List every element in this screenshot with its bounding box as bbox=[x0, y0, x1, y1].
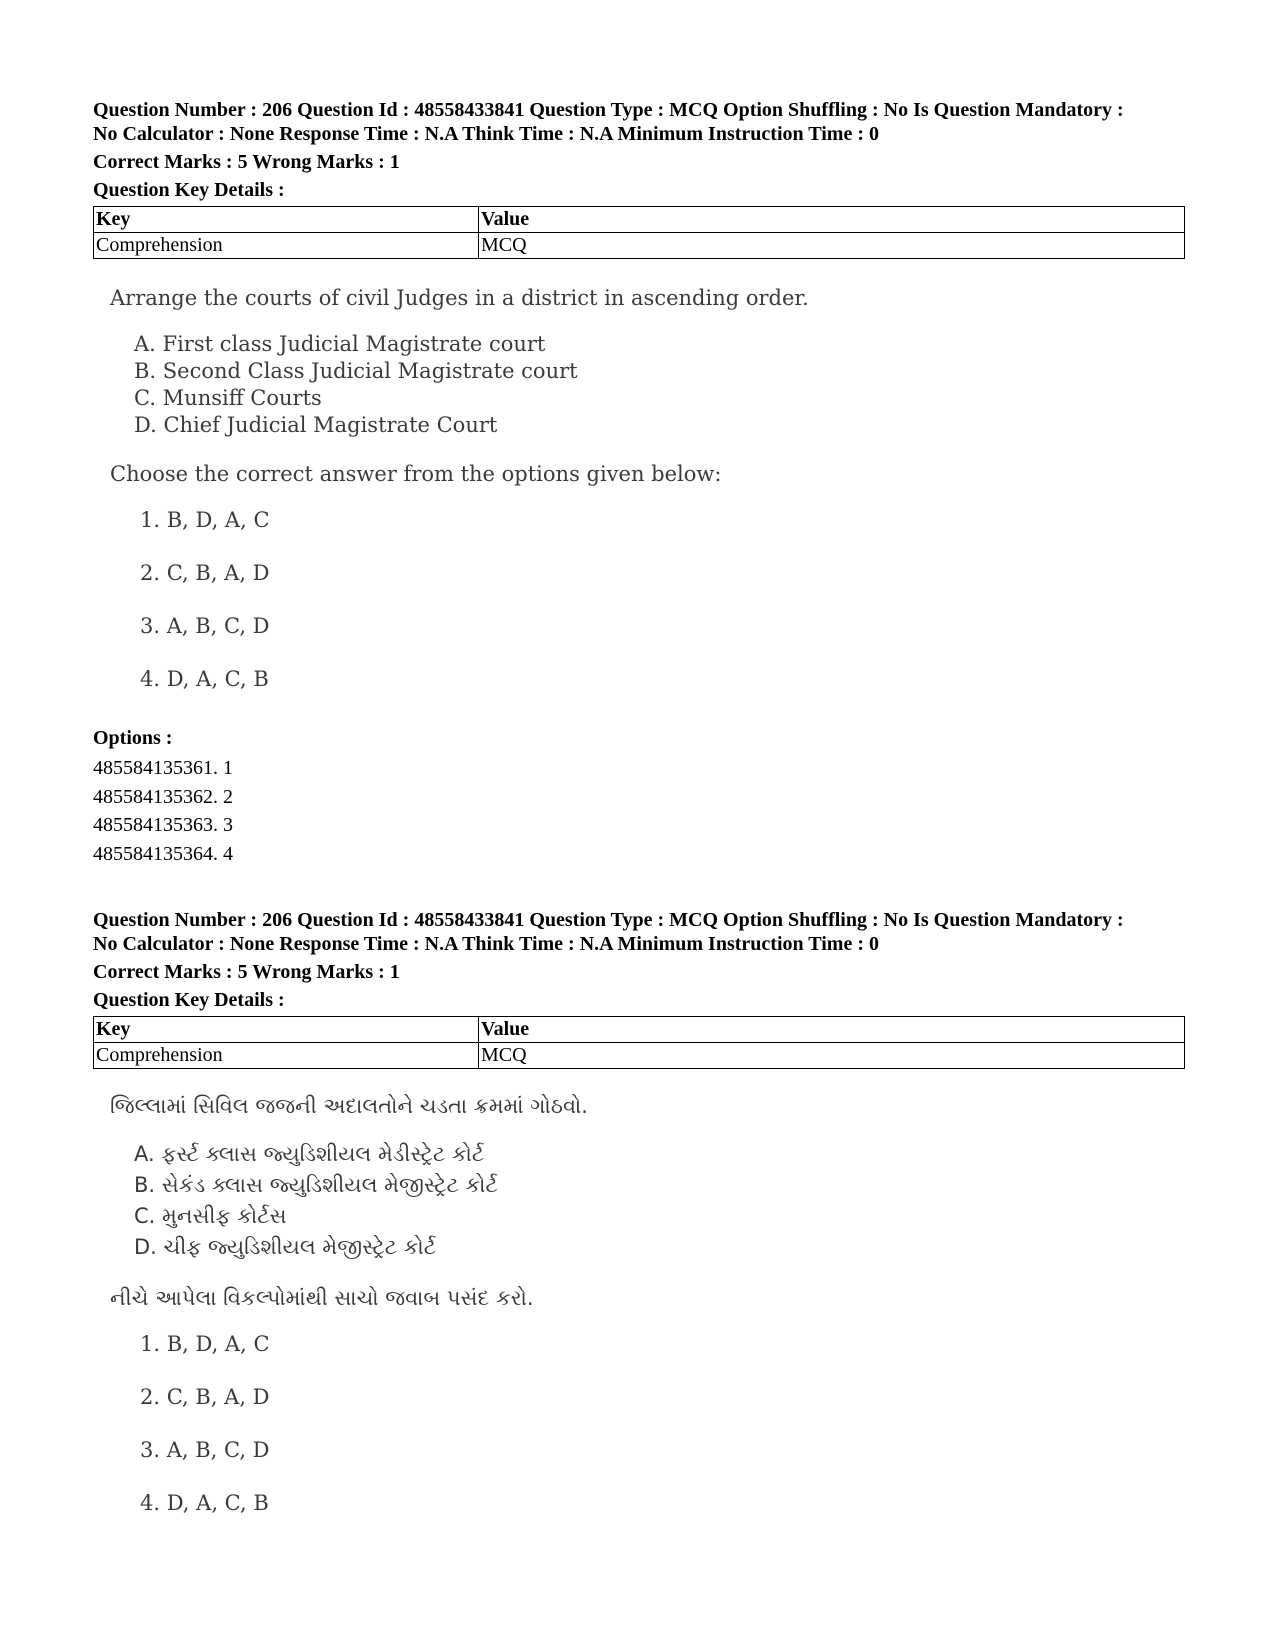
option-item: 485584135362. 2 bbox=[93, 785, 233, 808]
option-item: 485584135363. 3 bbox=[93, 814, 233, 836]
table-row bbox=[94, 1043, 1185, 1069]
question-header-2 bbox=[93, 908, 1185, 1069]
question-content-2 bbox=[110, 1093, 1010, 1543]
statement-list bbox=[134, 1139, 1010, 1263]
table-header-key: Key bbox=[94, 207, 479, 233]
choice-item: 4. D, A, C, B bbox=[140, 667, 269, 691]
question-meta-line2: No Calculator : None Response Time : N.A Think Time : N.A Minimum Instruction Time : 0 bbox=[93, 933, 879, 955]
question-header-1 bbox=[93, 98, 1185, 259]
question-stem: જિલ્લામાં સિવિલ જજની અદાલતોને ચડતા ક્રમમાં ગોઠવો. bbox=[110, 1094, 588, 1118]
table-cell-value: MCQ bbox=[479, 233, 1185, 259]
key-details-label: Question Key Details : bbox=[93, 989, 285, 1011]
option-item: 485584135361. 1 bbox=[93, 757, 233, 779]
marks-line: Correct Marks : 5 Wrong Marks : 1 bbox=[93, 961, 400, 983]
table-row bbox=[94, 233, 1185, 259]
choice-item: 4. D, A, C, B bbox=[140, 1491, 269, 1515]
statement-list bbox=[134, 331, 1010, 439]
table-header-value: Value bbox=[479, 207, 1185, 233]
choice-item: 3. A, B, C, D bbox=[140, 1438, 270, 1462]
question-instruction: Choose the correct answer from the options given below: bbox=[110, 462, 722, 486]
statement-item: D. ચીફ જ્યુડિશીયલ મેજીસ્ટ્રેટ કોર્ટ bbox=[134, 1235, 436, 1259]
choice-item: 3. A, B, C, D bbox=[140, 614, 270, 638]
question-content-1 bbox=[110, 285, 1010, 719]
table-row bbox=[94, 207, 1185, 233]
statement-item: A. First class Judicial Magistrate court bbox=[134, 332, 546, 356]
table-row bbox=[94, 1017, 1185, 1043]
table-cell-key: Comprehension bbox=[94, 233, 479, 259]
question-meta-line2: No Calculator : None Response Time : N.A Think Time : N.A Minimum Instruction Time : 0 bbox=[93, 123, 879, 145]
statement-item: B. સેકંડ ક્લાસ જ્યુડિશીયલ મેજીસ્ટ્રેટ કોર્ટ bbox=[134, 1173, 498, 1197]
table-header-key: Key bbox=[94, 1017, 479, 1043]
table-cell-value: MCQ bbox=[479, 1043, 1185, 1069]
options-section bbox=[93, 726, 1185, 868]
option-item: 485584135364. 4 bbox=[93, 842, 233, 865]
question-stem: Arrange the courts of civil Judges in a district in ascending order. bbox=[110, 286, 809, 310]
statement-item: C. મુનસીફ કોર્ટસ bbox=[134, 1204, 287, 1228]
statement-item: C. Munsiff Courts bbox=[134, 386, 322, 410]
choice-list bbox=[140, 1331, 1010, 1543]
table-cell-key: Comprehension bbox=[94, 1043, 479, 1069]
statement-item: D. Chief Judicial Magistrate Court bbox=[134, 413, 498, 437]
key-details-table bbox=[93, 1016, 1185, 1069]
choice-item: 1. B, D, A, C bbox=[140, 1332, 270, 1356]
question-instruction: નીચે આપેલા વિકલ્પોમાંથી સાચો જવાબ પસંદ કરો. bbox=[110, 1286, 534, 1310]
key-details-label: Question Key Details : bbox=[93, 179, 285, 201]
options-label: Options : bbox=[93, 727, 173, 749]
marks-line: Correct Marks : 5 Wrong Marks : 1 bbox=[93, 151, 400, 173]
question-meta-line1: Question Number : 206 Question Id : 48558433841 Question Type : MCQ Option Shuffling : No Is Question Mandatory : bbox=[93, 99, 1124, 121]
statement-item: A. ફર્સ્ટ ક્લાસ જ્યુડિશીયલ મેડીસ્ટ્રેટ કોર્ટ bbox=[134, 1142, 485, 1166]
statement-item: B. Second Class Judicial Magistrate court bbox=[134, 359, 578, 383]
choice-item: 2. C, B, A, D bbox=[140, 561, 270, 585]
choice-list bbox=[140, 507, 1010, 719]
key-details-table bbox=[93, 206, 1185, 259]
choice-item: 2. C, B, A, D bbox=[140, 1385, 270, 1409]
table-header-value: Value bbox=[479, 1017, 1185, 1043]
choice-item: 1. B, D, A, C bbox=[140, 508, 270, 532]
question-meta-line1: Question Number : 206 Question Id : 48558433841 Question Type : MCQ Option Shuffling : No Is Question Mandatory : bbox=[93, 909, 1124, 931]
